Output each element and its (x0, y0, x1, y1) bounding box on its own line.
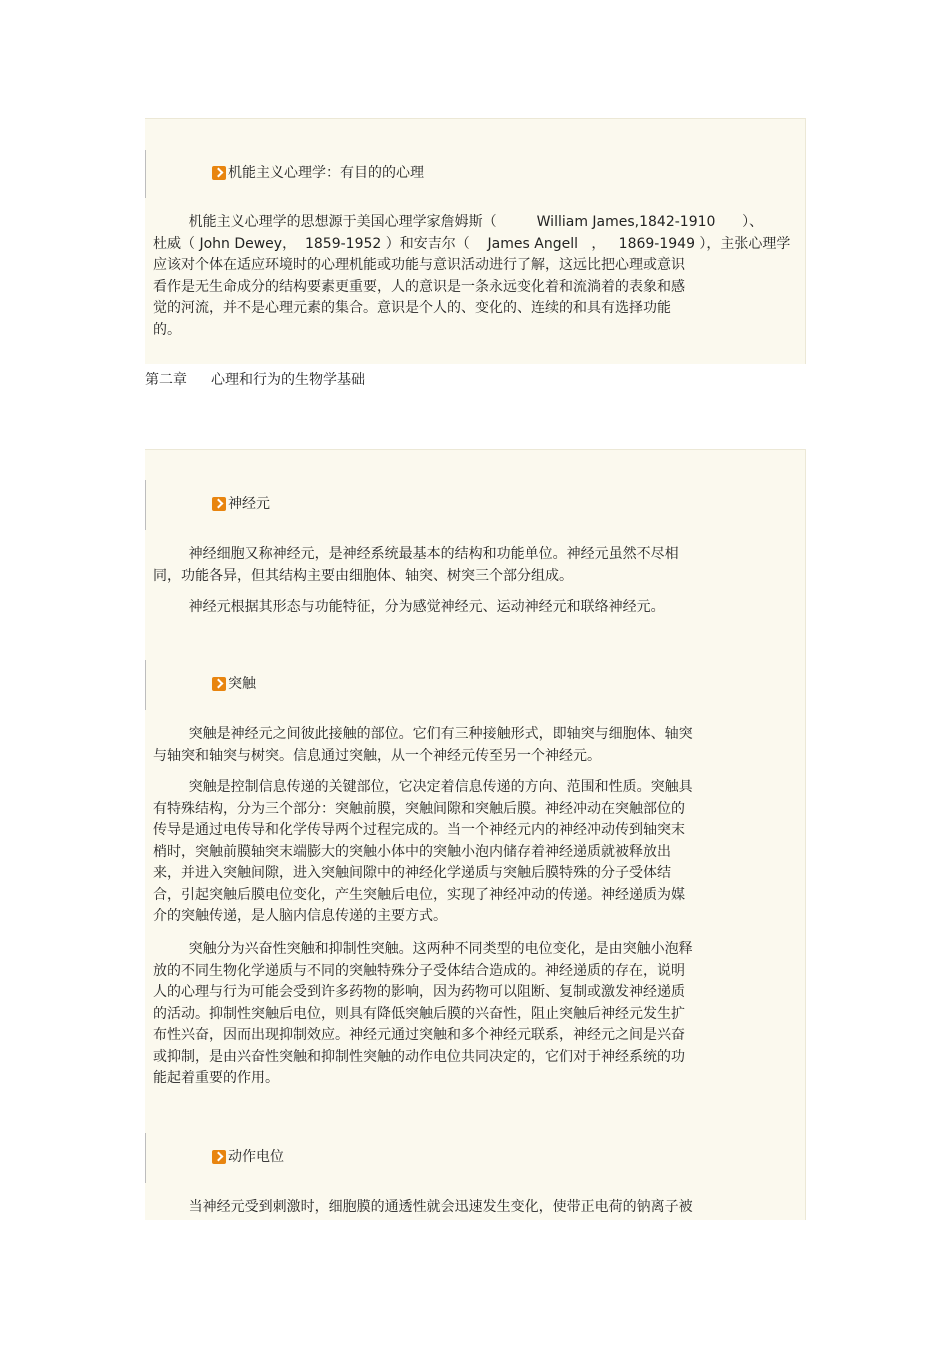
chapter-number: 第二章 (145, 372, 187, 388)
chevron-right-icon (212, 677, 226, 691)
paragraph-action-potential-1 (153, 1197, 733, 1219)
text-line: 传导是通过电传导和化学传导两个过程完成的。当一个神经元内的神经冲动传到轴突末 (153, 822, 685, 838)
text-line: 神经元根据其形态与功能特征，分为感觉神经元、运动神经元和联络神经元。 (153, 599, 665, 615)
panel-left-rule (145, 1133, 146, 1183)
text-line: 突触是神经元之间彼此接触的部位。它们有三种接触形式，即轴突与细胞体、轴突 (153, 726, 693, 742)
chapter-name: 心理和行为的生物学基础 (211, 372, 365, 388)
paragraph-synapse-3 (153, 939, 733, 1090)
heading-text: 神经元 (228, 496, 270, 512)
text-line: 看作是无生命成分的结构要素更重要，人的意识是一条永远变化着和流淌着的表象和感 (153, 278, 685, 295)
text-line: 机能主义心理学的思想源于美国心理学家詹姆斯（ William James,1842-1910 ）、 (153, 214, 764, 230)
panel-left-rule (145, 480, 146, 530)
text-line: 介的突触传递，是人脑内信息传递的主要方式。 (153, 908, 447, 924)
panel-left-rule (145, 150, 146, 198)
text-line: 杜威（ John Dewey， 1859-1952 ）和安吉尔（ James Angell ， 1869-1949 ），主张心理学 (153, 235, 791, 252)
text-line: 觉的河流，并不是心理元素的集合。意识是个人的、变化的、连续的和具有选择功能 (153, 300, 671, 316)
paragraph-synapse-1 (153, 724, 733, 767)
paragraph-neuron-2 (153, 597, 733, 619)
text-line: 有特殊结构，分为三个部分：突触前膜，突触间隙和突触后膜。神经冲动在突触部位的 (153, 800, 685, 817)
section-heading-neuron (212, 495, 270, 513)
text-line: 当神经元受到刺激时，细胞膜的通透性就会迅速发生变化，使带正电荷的钠离子被 (153, 1199, 693, 1215)
text-line: 同，功能各异，但其结构主要由细胞体、轴突、树突三个部分组成。 (153, 567, 573, 584)
panel-left-rule (145, 660, 146, 710)
text-line: 的活动。抑制性突触后电位，则具有降低突触后膜的兴奋性，阻止突触后神经元发生扩 (153, 1005, 685, 1022)
text-line: 神经细胞又称神经元，是神经系统最基本的结构和功能单位。神经元虽然不尽相 (153, 546, 679, 562)
text-line: 与轴突和轴突与树突。信息通过突触，从一个神经元传至另一个神经元。 (153, 747, 601, 764)
text-line: 能起着重要的作用。 (153, 1070, 279, 1086)
paragraph-neuron-1 (153, 544, 733, 587)
heading-text: 突触 (228, 676, 256, 692)
chapter-title (145, 371, 365, 389)
chevron-right-icon (212, 1150, 226, 1164)
text-line: 梢时，突触前膜轴突末端膨大的突触小体中的突触小泡内储存着神经递质就被释放出 (153, 843, 671, 860)
section-heading-functionalism (212, 164, 424, 182)
text-line: 人的心理与行为可能会受到许多药物的影响，因为药物可以阻断、复制或激发神经递质 (153, 984, 685, 1000)
text-line: 放的不同生物化学递质与不同的突触特殊分子受体结合造成的。神经递质的存在，说明 (153, 962, 685, 979)
text-line: 布性兴奋，因而出现抑制效应。神经元通过突触和多个神经元联系，神经元之间是兴奋 (153, 1027, 685, 1043)
text-line: 或抑制，是由兴奋性突触和抑制性突触的动作电位共同决定的，它们对于神经系统的功 (153, 1048, 685, 1065)
text-line: 合，引起突触后膜电位变化，产生突触后电位，实现了神经冲动的传递。神经递质为媒 (153, 886, 685, 903)
text-line: 应该对个体在适应环境时的心理机能或功能与意识活动进行了解，这远比把心理或意识 (153, 257, 685, 273)
text-line: 的。 (153, 321, 181, 338)
text-line: 来，并进入突触间隙，进入突触间隙中的神经化学递质与突触后膜特殊的分子受体结 (153, 865, 671, 881)
chevron-right-icon (212, 497, 226, 511)
section-heading-action-potential (212, 1148, 284, 1166)
paragraph-synapse-2 (153, 777, 733, 928)
chevron-right-icon (212, 166, 226, 180)
paragraph-functionalism (153, 212, 793, 341)
text-line: 突触是控制信息传递的关键部位，它决定着信息传递的方向、范围和性质。突触具 (153, 779, 693, 795)
heading-text: 机能主义心理学：有目的的心理 (228, 165, 424, 181)
text-line: 突触分为兴奋性突触和抑制性突触。这两种不同类型的电位变化，是由突触小泡释 (153, 941, 693, 957)
section-heading-synapse (212, 675, 256, 693)
heading-text: 动作电位 (228, 1149, 284, 1165)
